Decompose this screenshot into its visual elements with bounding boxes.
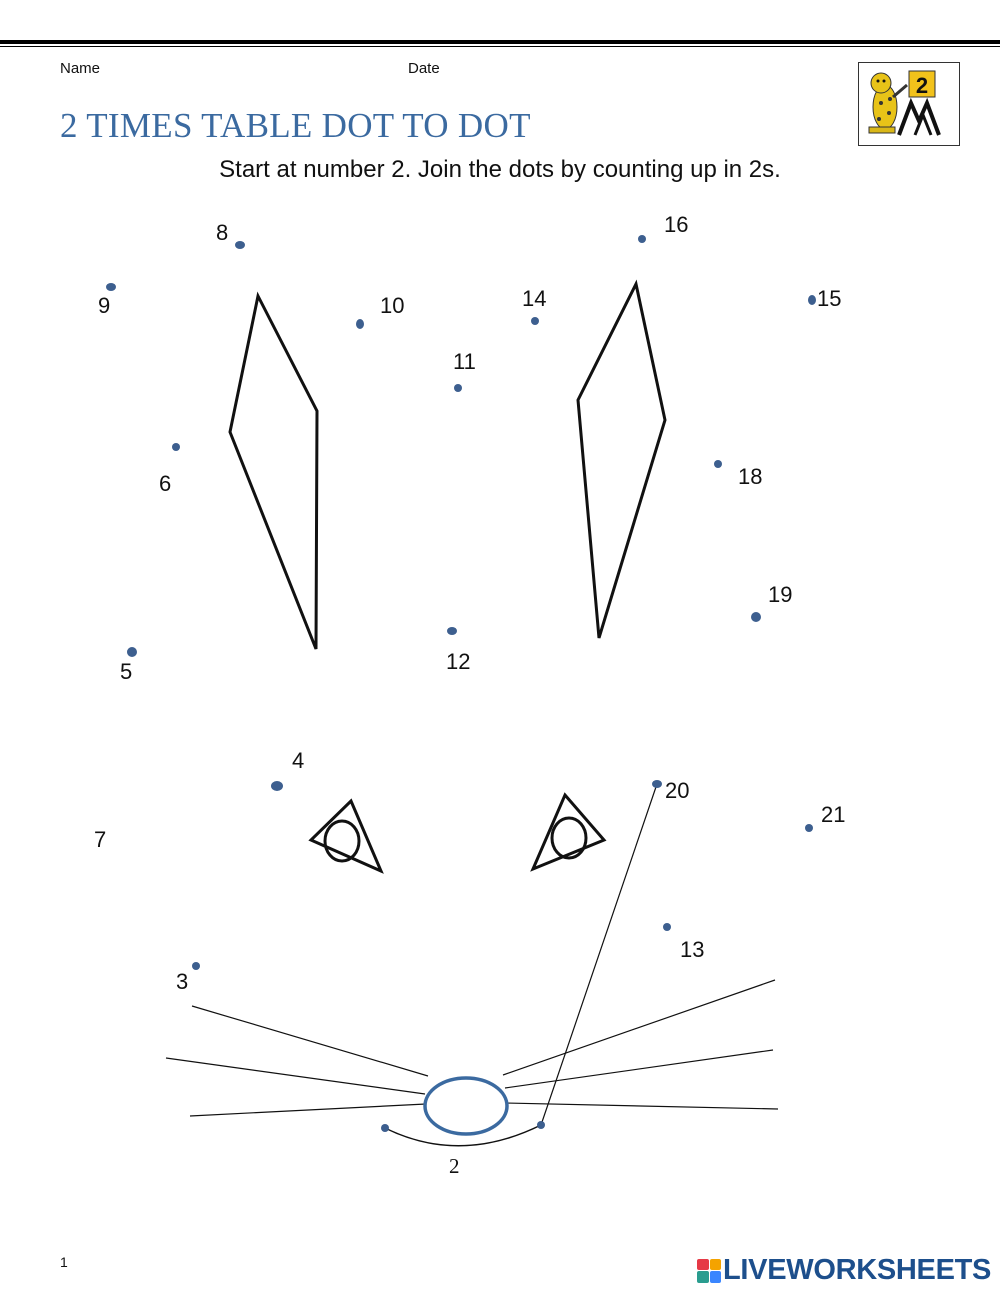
dot-21 bbox=[805, 824, 813, 832]
dot-label-18: 18 bbox=[738, 464, 763, 489]
dot-3 bbox=[192, 962, 200, 970]
whiskers bbox=[166, 980, 778, 1116]
dot-label-14: 14 bbox=[522, 286, 547, 311]
left-ear-outline bbox=[230, 296, 317, 649]
name-label: Name bbox=[60, 60, 101, 77]
dot-2-left bbox=[381, 1124, 389, 1132]
dot-label-19: 19 bbox=[768, 582, 793, 607]
brand-name: LIVEWORKSHEETS bbox=[723, 1254, 992, 1286]
dot-11 bbox=[454, 384, 462, 392]
dot-18 bbox=[714, 460, 722, 468]
dot-6 bbox=[172, 443, 180, 451]
dot-14 bbox=[531, 317, 539, 325]
liveworksheets-icon bbox=[697, 1259, 721, 1283]
dot-5 bbox=[127, 647, 137, 657]
dot-9 bbox=[106, 283, 116, 291]
dot-16 bbox=[638, 235, 646, 243]
dot-label-2: 2 bbox=[449, 1154, 460, 1178]
dot-13 bbox=[663, 923, 671, 931]
dot-label-4: 4 bbox=[292, 748, 305, 773]
dot-2-right bbox=[537, 1121, 545, 1129]
dot-8 bbox=[235, 241, 245, 249]
dot-10 bbox=[356, 319, 364, 329]
worksheet-title: 2 TIMES TABLE DOT TO DOT bbox=[60, 106, 531, 145]
dot-4 bbox=[271, 781, 283, 791]
dot-label-13: 13 bbox=[680, 937, 705, 962]
dot-label-15: 15 bbox=[817, 286, 842, 311]
dot-label-21: 21 bbox=[821, 802, 846, 827]
dot-12 bbox=[447, 627, 457, 635]
dot-label-6: 6 bbox=[159, 471, 172, 496]
dot-label-11: 11 bbox=[453, 349, 476, 374]
dot-label-9: 9 bbox=[98, 293, 111, 318]
right-ear-outline bbox=[578, 284, 665, 638]
dot-label-8: 8 bbox=[216, 220, 229, 245]
dot-19 bbox=[751, 612, 761, 622]
dot-label-5: 5 bbox=[120, 659, 133, 684]
dot-15 bbox=[808, 295, 816, 305]
nose bbox=[425, 1078, 507, 1134]
dot-label-16: 16 bbox=[664, 212, 689, 237]
dot-label-10: 10 bbox=[380, 293, 405, 318]
dot-label-20: 20 bbox=[665, 778, 690, 803]
right-eye-pupil bbox=[552, 818, 586, 858]
date-label: Date bbox=[408, 60, 440, 77]
page-number: 1 bbox=[60, 1254, 68, 1270]
instructions: Start at number 2. Join the dots by counting up in 2s. bbox=[219, 156, 781, 183]
dot-label-3: 3 bbox=[176, 969, 189, 994]
dot-20 bbox=[652, 780, 662, 788]
dot-label-7: 7 bbox=[94, 827, 107, 852]
liveworksheets-logo[interactable] bbox=[697, 1254, 991, 1287]
dot-label-12: 12 bbox=[446, 649, 471, 674]
logo-digit: 2 bbox=[915, 73, 929, 98]
